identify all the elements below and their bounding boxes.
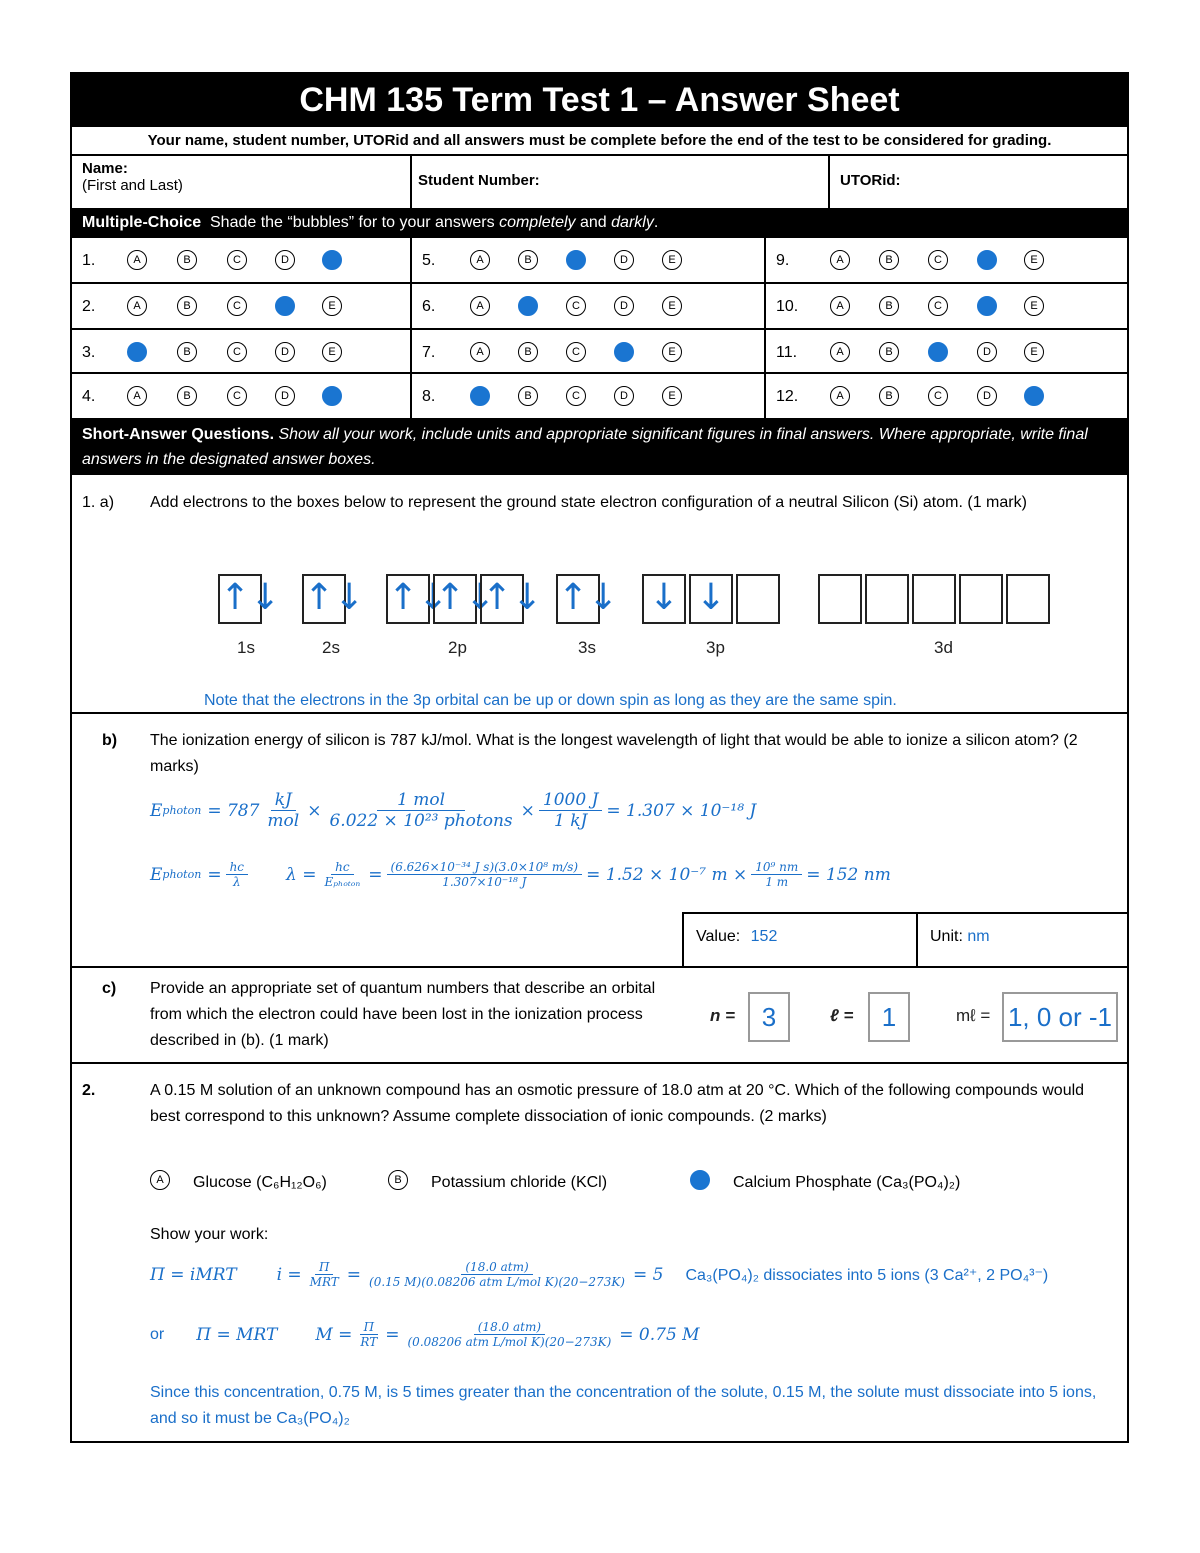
eq2-eq: = (207, 864, 222, 885)
mc-question (412, 238, 766, 284)
q1c-label: c) (102, 980, 117, 997)
name-label: Name: (82, 160, 128, 177)
answer-bubble-b[interactable]: B (879, 342, 899, 362)
answer-bubble-d[interactable]: D (614, 250, 634, 270)
mc-question (766, 284, 1127, 330)
w1-f1-num: Π (315, 1260, 333, 1275)
value-box[interactable] (682, 912, 918, 968)
answer-bubble-d[interactable] (614, 342, 634, 362)
eq1-lhs-sub: photon (162, 804, 202, 817)
answer-bubble-b[interactable]: B (177, 250, 197, 270)
answer-bubble-e[interactable]: E (1024, 250, 1044, 270)
answer-bubble-a[interactable]: A (470, 250, 490, 270)
eq2-f1-num: hc (226, 860, 248, 875)
w1-f2-num: (18.0 atm) (461, 1260, 532, 1275)
answer-bubble-b[interactable]: B (177, 386, 197, 406)
eq2-f2-num: hc (331, 860, 353, 875)
eq1-f2-num: 1 mol (377, 790, 465, 811)
answer-bubble-e[interactable]: E (1024, 296, 1044, 316)
mc-header-italic: completely (499, 214, 576, 231)
answer-bubble-d[interactable] (977, 296, 997, 316)
w1-i: i = (276, 1264, 302, 1285)
eq2-result: = 1.52 × 10⁻⁷ m × (586, 864, 748, 885)
answer-bubble-e[interactable]: E (662, 386, 682, 406)
unit-answer: nm (967, 928, 990, 945)
q2-bubble-c[interactable] (690, 1170, 710, 1190)
answer-bubble-b[interactable]: B (177, 342, 197, 362)
answer-bubble-d[interactable]: D (275, 250, 295, 270)
eq1-times1: × (307, 800, 322, 821)
answer-bubble-b[interactable]: B (879, 250, 899, 270)
orbital-box-s1[interactable]: ↑↓ (218, 574, 262, 624)
unit-box[interactable] (918, 912, 1127, 968)
w2-f2-num: (18.0 atm) (474, 1320, 545, 1335)
utorid-field[interactable] (830, 156, 1127, 208)
mc-question-number: 5. (422, 252, 436, 269)
w2-m: M = (315, 1324, 353, 1345)
mc-header-end: . (653, 214, 659, 231)
answer-bubble-d[interactable]: D (977, 342, 997, 362)
answer-bubble-b[interactable]: B (879, 386, 899, 406)
mc-header-bold: Multiple-Choice (82, 214, 202, 231)
value-label: Value: (696, 928, 741, 945)
answer-bubble-c[interactable]: C (566, 296, 586, 316)
orbital-label-s2: 2s (322, 638, 340, 657)
eq2-f3-num: (6.626×10⁻³⁴ J s)(3.0×10⁸ m/s) (387, 860, 583, 875)
q1b-label: b) (102, 732, 118, 749)
name-field[interactable] (72, 156, 412, 208)
q2-work-label: Show your work: (150, 1226, 269, 1243)
q2-bubble-b[interactable]: B (388, 1170, 408, 1190)
eq2-eq2: = (368, 864, 383, 885)
l-label: ℓ = (830, 1006, 854, 1025)
answer-bubble-d[interactable]: D (275, 386, 295, 406)
answer-bubble-a[interactable]: A (830, 296, 850, 316)
w1-eq: = (346, 1264, 362, 1285)
divider (72, 1062, 1127, 1064)
eq2-lambda: λ = (286, 864, 317, 885)
eq1-lhs: E (150, 800, 163, 821)
answer-bubble-a[interactable]: A (470, 296, 490, 316)
eq2-lhs: E (150, 864, 163, 885)
q2-text: A 0.15 M solution of an unknown compound has an osmotic pressure of 18.0 atm at 20 °C. Which of the following compounds would best correspond to this unknown? Assume complete dissociation of ionic compounds. (2 marks) (150, 1082, 1085, 1125)
mc-question-number: 2. (82, 298, 96, 315)
mc-question-number: 6. (422, 298, 436, 315)
mc-question (412, 284, 766, 330)
answer-bubble-a[interactable] (127, 342, 147, 362)
mc-question-number: 1. (82, 252, 96, 269)
answer-bubble-b[interactable]: B (518, 342, 538, 362)
eq2-f3-den: 1.307×10⁻¹⁸ J (442, 875, 527, 889)
answer-bubble-a[interactable]: A (830, 342, 850, 362)
divider (72, 712, 1127, 714)
answer-bubble-d[interactable]: D (614, 296, 634, 316)
instructions: Your name, student number, UTORid and all answers must be complete before the end of the test to be considered for grading. (72, 127, 1127, 156)
eq1-f1-num: kJ (271, 790, 296, 811)
answer-bubble-d[interactable] (977, 250, 997, 270)
mc-question (72, 374, 412, 418)
answer-bubble-b[interactable]: B (879, 296, 899, 316)
answer-bubble-e[interactable]: E (322, 342, 342, 362)
w2-eq: = (385, 1324, 400, 1345)
n-value-box[interactable]: 3 (748, 992, 790, 1042)
eq2-lhs-sub: photon (162, 868, 202, 881)
mc-question (72, 238, 412, 284)
sa-header-italic: Show all your work, include units and appropriate significant figures in final answers. Where appropriate, write final answers in the designated answer boxes. (82, 426, 1088, 468)
w1-result: = 5 (632, 1264, 664, 1285)
mc-question-number: 8. (422, 388, 436, 405)
answer-bubble-a[interactable] (470, 386, 490, 406)
value-answer: 152 (750, 928, 778, 945)
orbital-box-p2[interactable]: ↑↓ (433, 574, 477, 624)
orbital-box-s2[interactable]: ↑↓ (302, 574, 346, 624)
orbital-box-p2[interactable]: ↑↓ (386, 574, 430, 624)
q2-conclusion: Since this concentration, 0.75 M, is 5 times greater than the concentration of the solute, 0.15 M, the solute must dissociate into 5 ions, and so it must be Ca₃(PO₄)₂ (150, 1384, 1097, 1427)
answer-bubble-a[interactable]: A (470, 342, 490, 362)
answer-bubble-c[interactable]: C (227, 386, 247, 406)
answer-bubble-e[interactable] (322, 386, 342, 406)
mc-header-and: and (580, 214, 607, 231)
mc-header-text: Shade the “bubbles” for to your answers (210, 214, 495, 231)
orbital-box-s3[interactable]: ↑↓ (556, 574, 600, 624)
mc-question (72, 330, 412, 374)
w2-result: = 0.75 M (619, 1324, 700, 1345)
q1a-text: Add electrons to the boxes below to represent the ground state electron configuration of a neutral Silicon (Si) atom. (1 mark) (150, 494, 1027, 511)
answer-bubble-d[interactable]: D (614, 386, 634, 406)
orbital-box-d3[interactable] (912, 574, 956, 624)
orbital-label-s1: 1s (237, 638, 255, 657)
q2-work-line-1 (150, 1260, 1048, 1289)
eq2-final: = 152 nm (806, 864, 891, 885)
mc-question-number: 11. (776, 344, 798, 361)
answer-bubble-a[interactable]: A (127, 386, 147, 406)
answer-bubble-b[interactable] (518, 296, 538, 316)
orbital-label-p3: 3p (706, 638, 725, 657)
student-number-label: Student Number: (418, 172, 540, 189)
utorid-label: UTORid: (840, 172, 901, 189)
eq2-f4-den: 1 m (765, 875, 789, 889)
unit-label: Unit: (930, 928, 963, 945)
eq2-f4-num: 10⁹ nm (751, 860, 802, 875)
eq1-f1-den: mol (267, 811, 300, 831)
answer-bubble-c[interactable]: C (227, 342, 247, 362)
eq1-times2: × (520, 800, 535, 821)
orbital-label-s3: 3s (578, 638, 596, 657)
answer-bubble-e[interactable] (1024, 386, 1044, 406)
w1-note: Ca₃(PO₄)₂ dissociates into 5 ions (3 Ca²⁺, 2 PO₄³⁻) (685, 1266, 1049, 1284)
answer-bubble-c[interactable]: C (227, 250, 247, 270)
w2-f2-den: (0.08206 atm L/mol K)(20−273K) (407, 1335, 612, 1349)
w2-or: or (150, 1325, 165, 1343)
w2-f1-den: RT (360, 1335, 378, 1349)
q2-choice-text: Calcium Phosphate (Ca₃(PO₄)₂) (733, 1174, 961, 1191)
answer-bubble-e[interactable]: E (662, 342, 682, 362)
orbital-label-p2: 2p (448, 638, 467, 657)
mc-header-italic2: darkly (611, 214, 654, 231)
orbital-box-d3[interactable] (1006, 574, 1050, 624)
mc-question (766, 374, 1127, 418)
answer-bubble-e[interactable]: E (662, 296, 682, 316)
eq1-f3-den: 1 kJ (553, 811, 588, 831)
w2-f1-num: Π (360, 1320, 378, 1335)
w1-formula: Π = iMRT (150, 1264, 237, 1285)
mc-question-number: 12. (776, 388, 799, 405)
mc-question (72, 284, 412, 330)
eq1-f3-num: 1000 J (539, 790, 602, 811)
eq2-f2-den: Eₚₕₒₜₒₙ (324, 875, 361, 889)
orbital-box-p3[interactable]: ↓ (642, 574, 686, 624)
mc-question-number: 9. (776, 252, 790, 269)
orbital-box-d3[interactable] (959, 574, 1003, 624)
q2-choice-text: Glucose (C₆H₁₂O₆) (193, 1174, 327, 1191)
q2-label: 2. (82, 1082, 96, 1099)
mc-question (766, 238, 1127, 284)
w2-formula: Π = MRT (196, 1324, 278, 1345)
sa-header-bold: Short-Answer Questions. (82, 426, 275, 443)
answer-bubble-a[interactable]: A (830, 250, 850, 270)
orbital-label-d3: 3d (934, 638, 953, 657)
answer-bubble-d[interactable]: D (275, 342, 295, 362)
orbital-box-p3[interactable] (736, 574, 780, 624)
answer-bubble-c[interactable]: C (928, 250, 948, 270)
student-number-field[interactable] (412, 156, 830, 208)
mc-question-number: 3. (82, 344, 96, 361)
answer-bubble-c[interactable]: C (566, 386, 586, 406)
answer-bubble-e[interactable] (322, 250, 342, 270)
answer-bubble-c[interactable]: C (928, 296, 948, 316)
answer-bubble-b[interactable]: B (177, 296, 197, 316)
answer-bubble-c[interactable]: C (227, 296, 247, 316)
mc-question (412, 330, 766, 374)
q1a-label: 1. a) (82, 494, 115, 511)
q1b-equation-2 (150, 860, 891, 889)
eq1-eq: = 787 (207, 800, 260, 821)
page-title: CHM 135 Term Test 1 – Answer Sheet (72, 74, 1127, 127)
answer-bubble-c[interactable] (928, 342, 948, 362)
answer-bubble-c[interactable] (566, 250, 586, 270)
answer-bubble-b[interactable]: B (518, 386, 538, 406)
mc-question (412, 374, 766, 418)
w1-f2-den: (0.15 M)(0.08206 atm L/mol K)(20−273K) (369, 1275, 625, 1289)
eq1-f2-den: 6.022 × 10²³ photons (329, 811, 513, 831)
orbital-box-d3[interactable] (865, 574, 909, 624)
l-value-box[interactable]: 1 (868, 992, 910, 1042)
mc-header (72, 208, 1127, 238)
q1b-text: The ionization energy of silicon is 787 kJ/mol. What is the longest wavelength of light that would be able to ionize a silicon atom? (2 marks) (150, 732, 1078, 775)
q2-choice-text: Potassium chloride (KCl) (431, 1174, 608, 1191)
w1-f1-den: MRT (309, 1275, 339, 1289)
q2-work-line-2 (150, 1320, 700, 1349)
q1b-equation-1 (150, 790, 756, 831)
q1c-text: Provide an appropriate set of quantum numbers that describe an orbital from which the electron could have been lost in the ionization process described in (b). (1 mark) (150, 980, 656, 1049)
answer-bubble-a[interactable]: A (127, 296, 147, 316)
answer-bubble-e[interactable]: E (662, 250, 682, 270)
short-answer-header (72, 418, 1127, 475)
name-sublabel: (First and Last) (82, 177, 183, 194)
mc-question-number: 4. (82, 388, 96, 405)
ml-label: mℓ = (956, 1006, 991, 1025)
q2-bubble-a[interactable]: A (150, 1170, 170, 1190)
answer-sheet (70, 72, 1129, 1443)
answer-bubble-a[interactable]: A (830, 386, 850, 406)
orbital-box-d3[interactable] (818, 574, 862, 624)
mc-question (766, 330, 1127, 374)
answer-bubble-b[interactable]: B (518, 250, 538, 270)
eq1-result: = 1.307 × 10⁻¹⁸ J (606, 800, 757, 821)
orbital-box-p2[interactable]: ↑↓ (480, 574, 524, 624)
divider (72, 966, 1127, 968)
n-label: n = (710, 1006, 736, 1025)
mc-question-number: 7. (422, 344, 436, 361)
answer-bubble-e[interactable]: E (322, 296, 342, 316)
q1a-note: Note that the electrons in the 3p orbital can be up or down spin as long as they are the same spin. (204, 692, 897, 709)
answer-bubble-e[interactable]: E (1024, 342, 1044, 362)
answer-bubble-d[interactable]: D (977, 386, 997, 406)
mc-question-number: 10. (776, 298, 799, 315)
answer-bubble-c[interactable]: C (928, 386, 948, 406)
answer-bubble-c[interactable]: C (566, 342, 586, 362)
orbital-box-p3[interactable]: ↓ (689, 574, 733, 624)
eq2-f1-den: λ (232, 875, 241, 889)
answer-bubble-d[interactable] (275, 296, 295, 316)
answer-bubble-a[interactable]: A (127, 250, 147, 270)
ml-value-box[interactable]: 1, 0 or -1 (1002, 992, 1118, 1042)
